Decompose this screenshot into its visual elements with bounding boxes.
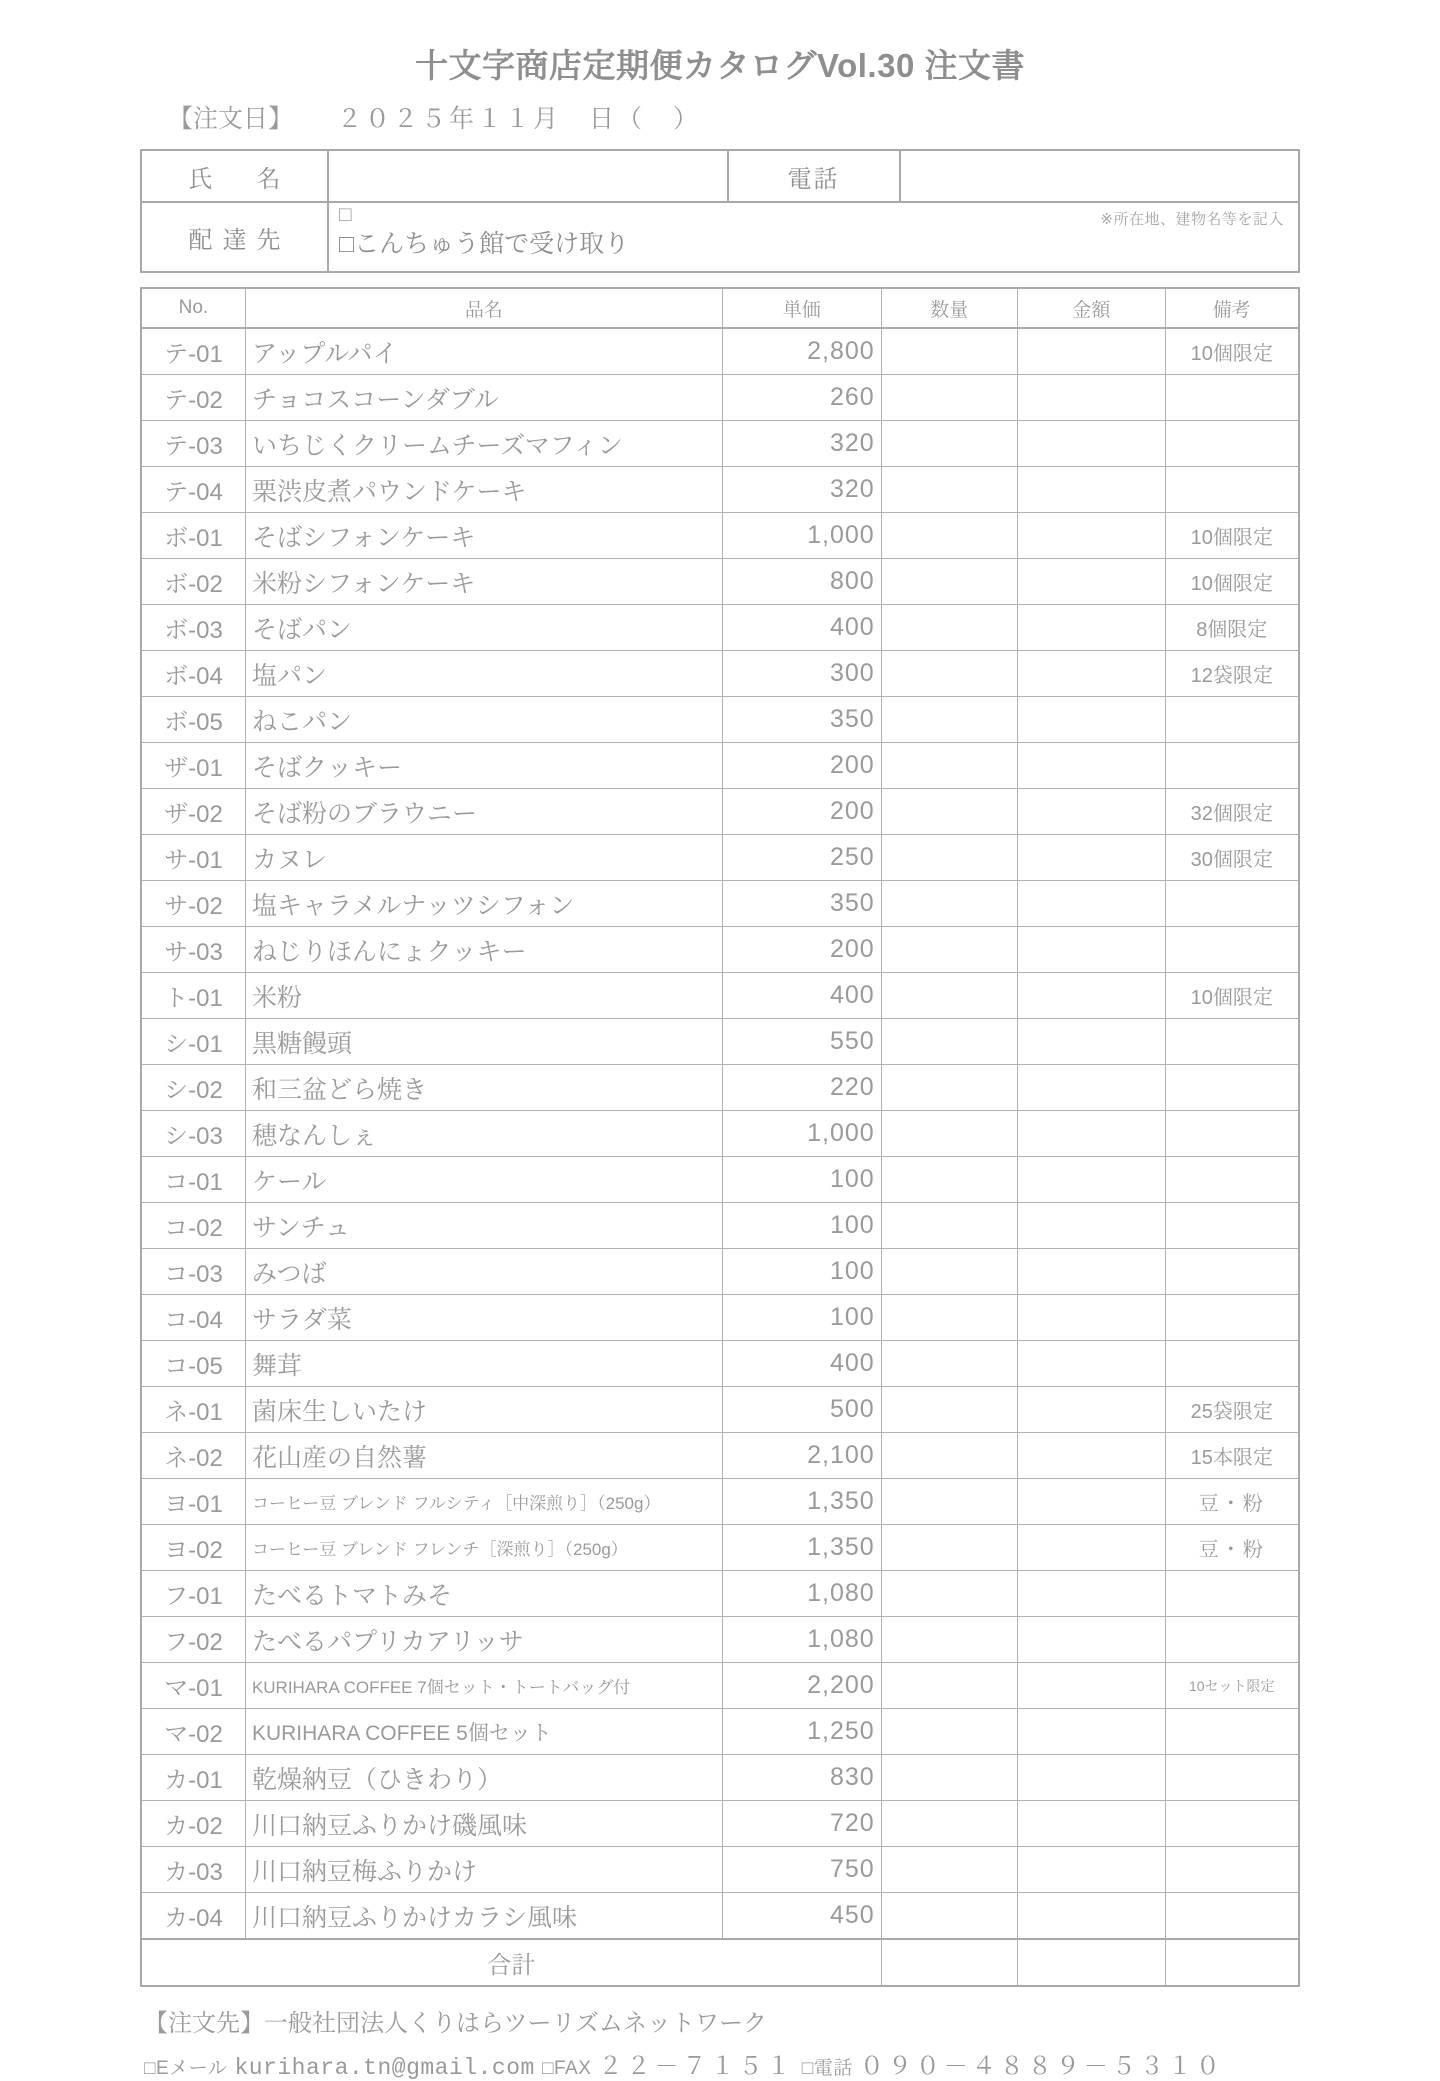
cell-unit-price: 350 <box>722 881 881 927</box>
cell-note <box>1165 421 1299 467</box>
cell-quantity-input[interactable] <box>881 1111 1017 1157</box>
cell-quantity-input[interactable] <box>881 1525 1017 1571</box>
table-row <box>141 973 1299 1019</box>
cell-product-name: 菌床生しいたけ <box>245 1387 722 1433</box>
cell-quantity-input[interactable] <box>881 1663 1017 1709</box>
cell-quantity-input[interactable] <box>881 1847 1017 1893</box>
cell-note <box>1165 881 1299 927</box>
cell-no: シ-03 <box>141 1111 245 1157</box>
cell-note <box>1165 743 1299 789</box>
cell-product-name: 川口納豆梅ふりかけ <box>245 1847 722 1893</box>
cell-amount-input[interactable] <box>1017 881 1165 927</box>
cell-no: ヨ-01 <box>141 1479 245 1525</box>
table-row <box>141 1893 1299 1940</box>
cell-no: カ-04 <box>141 1893 245 1940</box>
cell-note <box>1165 1709 1299 1755</box>
cell-no: ボ-05 <box>141 697 245 743</box>
cell-quantity-input[interactable] <box>881 1387 1017 1433</box>
cell-amount-input[interactable] <box>1017 375 1165 421</box>
cell-no: マ-01 <box>141 1663 245 1709</box>
cell-quantity-input[interactable] <box>881 1709 1017 1755</box>
cell-note: 10セット限定 <box>1165 1663 1299 1709</box>
cell-no: テ-02 <box>141 375 245 421</box>
cell-amount-input[interactable] <box>1017 1295 1165 1341</box>
cell-unit-price: 320 <box>722 467 881 513</box>
cell-unit-price: 800 <box>722 559 881 605</box>
cell-no: ザ-01 <box>141 743 245 789</box>
footer <box>140 2003 1300 2081</box>
cell-quantity-input[interactable] <box>881 881 1017 927</box>
table-row <box>141 1847 1299 1893</box>
cell-no: コ-03 <box>141 1249 245 1295</box>
table-row <box>141 1065 1299 1111</box>
cell-quantity-input[interactable] <box>881 789 1017 835</box>
cell-amount-input[interactable] <box>1017 1433 1165 1479</box>
cell-quantity-input[interactable] <box>881 1203 1017 1249</box>
order-destination-name: 一般社団法人くりはらツーリズムネットワーク <box>264 2010 768 2037</box>
table-row <box>141 1019 1299 1065</box>
cell-product-name: アップルパイ <box>245 328 722 375</box>
cell-note <box>1165 1065 1299 1111</box>
cell-amount-input[interactable] <box>1017 743 1165 789</box>
cell-unit-price: 200 <box>722 927 881 973</box>
table-row <box>141 789 1299 835</box>
cell-unit-price: 750 <box>722 1847 881 1893</box>
header-price: 単価 <box>722 288 881 328</box>
cell-note <box>1165 697 1299 743</box>
table-row <box>141 697 1299 743</box>
table-row <box>141 651 1299 697</box>
cell-no: ヨ-02 <box>141 1525 245 1571</box>
cell-no: コ-04 <box>141 1295 245 1341</box>
cell-product-name: そばパン <box>245 605 722 651</box>
cell-note: 10個限定 <box>1165 559 1299 605</box>
table-row <box>141 1709 1299 1755</box>
cell-note: 12袋限定 <box>1165 651 1299 697</box>
cell-note <box>1165 467 1299 513</box>
table-row <box>141 1617 1299 1663</box>
cell-quantity-input[interactable] <box>881 1295 1017 1341</box>
cell-no: ボ-01 <box>141 513 245 559</box>
cell-unit-price: 400 <box>722 605 881 651</box>
items-body <box>141 328 1299 1939</box>
cell-quantity-input[interactable] <box>881 513 1017 559</box>
cell-quantity-input[interactable] <box>881 973 1017 1019</box>
total-note-cell <box>1165 1939 1299 1986</box>
table-row <box>141 1755 1299 1801</box>
cell-product-name: 黒糖饅頭 <box>245 1019 722 1065</box>
cell-amount-input[interactable] <box>1017 1387 1165 1433</box>
tel-label: 電話 <box>728 150 900 202</box>
cell-unit-price: 220 <box>722 1065 881 1111</box>
cell-no: コ-01 <box>141 1157 245 1203</box>
header-no: No. <box>141 288 245 328</box>
table-row <box>141 328 1299 375</box>
cell-no: テ-04 <box>141 467 245 513</box>
email-value[interactable]: kurihara.tn@gmail.com <box>234 2055 535 2081</box>
cell-note <box>1165 1203 1299 1249</box>
cell-amount-input[interactable] <box>1017 927 1165 973</box>
table-row <box>141 559 1299 605</box>
cell-note: 30個限定 <box>1165 835 1299 881</box>
cell-no: テ-03 <box>141 421 245 467</box>
cell-amount-input[interactable] <box>1017 1525 1165 1571</box>
tel-input[interactable] <box>900 150 1300 202</box>
table-row <box>141 1525 1299 1571</box>
cell-product-name: 川口納豆ふりかけカラシ風味 <box>245 1893 722 1940</box>
table-row <box>141 467 1299 513</box>
cell-no: ト-01 <box>141 973 245 1019</box>
cell-note: 10個限定 <box>1165 513 1299 559</box>
cell-no: フ-02 <box>141 1617 245 1663</box>
cell-product-name: 乾燥納豆（ひきわり） <box>245 1755 722 1801</box>
cell-quantity-input[interactable] <box>881 743 1017 789</box>
cell-amount-input[interactable] <box>1017 789 1165 835</box>
cell-product-name: たべるパプリカアリッサ <box>245 1617 722 1663</box>
cell-quantity-input[interactable] <box>881 328 1017 375</box>
cell-no: ボ-03 <box>141 605 245 651</box>
cell-amount-input[interactable] <box>1017 1617 1165 1663</box>
table-row <box>141 1571 1299 1617</box>
cell-unit-price: 1,250 <box>722 1709 881 1755</box>
fax-label: □FAX <box>541 2058 592 2079</box>
cell-amount-input[interactable] <box>1017 1847 1165 1893</box>
cell-amount-input[interactable] <box>1017 1341 1165 1387</box>
cell-note <box>1165 1019 1299 1065</box>
cell-product-name: サンチュ <box>245 1203 722 1249</box>
table-row <box>141 1433 1299 1479</box>
customer-form-table <box>140 149 1300 273</box>
cell-unit-price: 320 <box>722 421 881 467</box>
cell-no: ボ-02 <box>141 559 245 605</box>
cell-quantity-input[interactable] <box>881 1893 1017 1940</box>
cell-amount-input[interactable] <box>1017 513 1165 559</box>
cell-unit-price: 260 <box>722 375 881 421</box>
cell-product-name: ねこパン <box>245 697 722 743</box>
cell-unit-price: 1,000 <box>722 1111 881 1157</box>
cell-unit-price: 250 <box>722 835 881 881</box>
table-row <box>141 835 1299 881</box>
cell-amount-input[interactable] <box>1017 1571 1165 1617</box>
header-amount: 金額 <box>1017 288 1165 328</box>
delivery-pickup-checkbox-option[interactable]: □こんちゅう館で受け取り <box>339 230 630 258</box>
cell-unit-price: 1,350 <box>722 1479 881 1525</box>
cell-unit-price: 100 <box>722 1249 881 1295</box>
cell-note <box>1165 1571 1299 1617</box>
cell-quantity-input[interactable] <box>881 927 1017 973</box>
cell-product-name: 米粉シフォンケーキ <box>245 559 722 605</box>
cell-note: 豆・粉 <box>1165 1525 1299 1571</box>
cell-product-name: カヌレ <box>245 835 722 881</box>
table-row <box>141 605 1299 651</box>
table-row <box>141 1387 1299 1433</box>
cell-product-name: KURIHARA COFFEE 7個セット・トートバッグ付 <box>245 1663 722 1709</box>
cell-amount-input[interactable] <box>1017 1893 1165 1940</box>
cell-unit-price: 2,100 <box>722 1433 881 1479</box>
cell-quantity-input[interactable] <box>881 559 1017 605</box>
cell-unit-price: 1,080 <box>722 1617 881 1663</box>
cell-quantity-input[interactable] <box>881 1755 1017 1801</box>
cell-note: 15本限定 <box>1165 1433 1299 1479</box>
cell-quantity-input[interactable] <box>881 835 1017 881</box>
total-row <box>141 1939 1299 1986</box>
cell-quantity-input[interactable] <box>881 1019 1017 1065</box>
cell-quantity-input[interactable] <box>881 605 1017 651</box>
cell-amount-input[interactable] <box>1017 1203 1165 1249</box>
total-qty-input[interactable] <box>881 1939 1017 1986</box>
cell-quantity-input[interactable] <box>881 1249 1017 1295</box>
header-qty: 数量 <box>881 288 1017 328</box>
cell-product-name: みつば <box>245 1249 722 1295</box>
table-row <box>141 513 1299 559</box>
order-destination-label: 【注文先】 <box>144 2010 264 2037</box>
cell-product-name: 米粉 <box>245 973 722 1019</box>
cell-amount-input[interactable] <box>1017 973 1165 1019</box>
cell-quantity-input[interactable] <box>881 1801 1017 1847</box>
cell-product-name: 塩パン <box>245 651 722 697</box>
tel-value-footer: ０９０－４８８９－５３１０ <box>859 2053 1224 2080</box>
name-row <box>141 150 1299 202</box>
cell-quantity-input[interactable] <box>881 375 1017 421</box>
cell-amount-input[interactable] <box>1017 651 1165 697</box>
cell-no: ネ-02 <box>141 1433 245 1479</box>
cell-no: カ-02 <box>141 1801 245 1847</box>
cell-quantity-input[interactable] <box>881 1341 1017 1387</box>
cell-product-name: 栗渋皮煮パウンドケーキ <box>245 467 722 513</box>
cell-no: ネ-01 <box>141 1387 245 1433</box>
cell-amount-input[interactable] <box>1017 1479 1165 1525</box>
cell-note <box>1165 375 1299 421</box>
cell-quantity-input[interactable] <box>881 1433 1017 1479</box>
cell-product-name: チョコスコーンダブル <box>245 375 722 421</box>
cell-amount-input[interactable] <box>1017 1663 1165 1709</box>
cell-note <box>1165 1801 1299 1847</box>
cell-note <box>1165 1755 1299 1801</box>
cell-product-name: 川口納豆ふりかけ磯風味 <box>245 1801 722 1847</box>
cell-amount-input[interactable] <box>1017 467 1165 513</box>
delivery-note: ※所在地、建物名等を記入 <box>1100 211 1284 228</box>
total-label: 合計 <box>141 1939 881 1986</box>
cell-no: テ-01 <box>141 328 245 375</box>
cell-no: ボ-04 <box>141 651 245 697</box>
cell-unit-price: 400 <box>722 973 881 1019</box>
cell-amount-input[interactable] <box>1017 328 1165 375</box>
cell-note: 8個限定 <box>1165 605 1299 651</box>
cell-unit-price: 550 <box>722 1019 881 1065</box>
cell-product-name: そばシフォンケーキ <box>245 513 722 559</box>
cell-no: コ-02 <box>141 1203 245 1249</box>
cell-product-name: 舞茸 <box>245 1341 722 1387</box>
cell-no: サ-02 <box>141 881 245 927</box>
order-date-value: ２０２５年１１月 日（ ） <box>337 105 702 133</box>
table-row <box>141 881 1299 927</box>
cell-unit-price: 2,200 <box>722 1663 881 1709</box>
cell-quantity-input[interactable] <box>881 651 1017 697</box>
cell-product-name: 塩キャラメルナッツシフォン <box>245 881 722 927</box>
cell-quantity-input[interactable] <box>881 1157 1017 1203</box>
header-name: 品名 <box>245 288 722 328</box>
cell-amount-input[interactable] <box>1017 1801 1165 1847</box>
cell-quantity-input[interactable] <box>881 1617 1017 1663</box>
page-title: 十文字商店定期便カタログVol.30 注文書 <box>415 47 1025 84</box>
cell-note: 25袋限定 <box>1165 1387 1299 1433</box>
cell-product-name: KURIHARA COFFEE 5個セット <box>245 1709 722 1755</box>
cell-quantity-input[interactable] <box>881 1479 1017 1525</box>
cell-product-name: そばクッキー <box>245 743 722 789</box>
email-label: □Eメール <box>144 2058 228 2079</box>
cell-no: マ-02 <box>141 1709 245 1755</box>
cell-product-name: コーヒー豆 ブレンド フルシティ［中深煎り］（250g） <box>245 1479 722 1525</box>
cell-unit-price: 100 <box>722 1157 881 1203</box>
cell-no: カ-01 <box>141 1755 245 1801</box>
cell-product-name: サラダ菜 <box>245 1295 722 1341</box>
delivery-cell[interactable] <box>328 202 1299 272</box>
cell-quantity-input[interactable] <box>881 467 1017 513</box>
cell-amount-input[interactable] <box>1017 559 1165 605</box>
table-row <box>141 375 1299 421</box>
cell-note <box>1165 927 1299 973</box>
cell-no: シ-01 <box>141 1019 245 1065</box>
table-row <box>141 1249 1299 1295</box>
cell-product-name: 穂なんしぇ <box>245 1111 722 1157</box>
delivery-label: 配達先 <box>141 202 328 272</box>
items-table <box>140 287 1300 1987</box>
items-header-row <box>141 288 1299 328</box>
name-input[interactable] <box>328 150 728 202</box>
cell-note <box>1165 1847 1299 1893</box>
cell-note: 10個限定 <box>1165 973 1299 1019</box>
cell-note <box>1165 1295 1299 1341</box>
fax-value: ２２－７１５１ <box>598 2053 795 2080</box>
cell-product-name: 花山産の自然薯 <box>245 1433 722 1479</box>
table-row <box>141 1111 1299 1157</box>
cell-no: サ-01 <box>141 835 245 881</box>
table-row <box>141 1157 1299 1203</box>
cell-amount-input[interactable] <box>1017 697 1165 743</box>
cell-product-name: ねじりほんにょクッキー <box>245 927 722 973</box>
cell-amount-input[interactable] <box>1017 1249 1165 1295</box>
cell-unit-price: 200 <box>722 789 881 835</box>
order-date-label: 【注文日】 <box>168 105 294 133</box>
cell-product-name: いちじくクリームチーズマフィン <box>245 421 722 467</box>
cell-amount-input[interactable] <box>1017 1111 1165 1157</box>
cell-product-name: そば粉のブラウニー <box>245 789 722 835</box>
delivery-row <box>141 202 1299 272</box>
table-row <box>141 1341 1299 1387</box>
cell-amount-input[interactable] <box>1017 835 1165 881</box>
cell-product-name: たべるトマトみそ <box>245 1571 722 1617</box>
cell-note <box>1165 1249 1299 1295</box>
name-label: 氏 名 <box>141 150 328 202</box>
cell-quantity-input[interactable] <box>881 1571 1017 1617</box>
cell-note: 豆・粉 <box>1165 1479 1299 1525</box>
cell-quantity-input[interactable] <box>881 1065 1017 1111</box>
cell-unit-price: 450 <box>722 1893 881 1940</box>
cell-unit-price: 400 <box>722 1341 881 1387</box>
table-row <box>141 1663 1299 1709</box>
contact-line <box>144 2046 1300 2081</box>
cell-unit-price: 500 <box>722 1387 881 1433</box>
table-row <box>141 1479 1299 1525</box>
cell-note <box>1165 1341 1299 1387</box>
delivery-address-checkbox[interactable]: □ <box>339 203 352 226</box>
cell-note: 10個限定 <box>1165 328 1299 375</box>
cell-product-name: コーヒー豆 ブレンド フレンチ［深煎り］（250g） <box>245 1525 722 1571</box>
cell-unit-price: 200 <box>722 743 881 789</box>
cell-no: カ-03 <box>141 1847 245 1893</box>
table-row <box>141 1295 1299 1341</box>
table-row <box>141 1203 1299 1249</box>
cell-amount-input[interactable] <box>1017 1709 1165 1755</box>
cell-quantity-input[interactable] <box>881 697 1017 743</box>
cell-amount-input[interactable] <box>1017 1065 1165 1111</box>
cell-note <box>1165 1893 1299 1940</box>
cell-unit-price: 1,350 <box>722 1525 881 1571</box>
order-date-line <box>140 87 1300 135</box>
cell-amount-input[interactable] <box>1017 1755 1165 1801</box>
cell-amount-input[interactable] <box>1017 605 1165 651</box>
cell-unit-price: 100 <box>722 1295 881 1341</box>
tel-label-footer: □電話 <box>801 2058 853 2079</box>
cell-amount-input[interactable] <box>1017 421 1165 467</box>
cell-unit-price: 830 <box>722 1755 881 1801</box>
table-row <box>141 1801 1299 1847</box>
cell-no: サ-03 <box>141 927 245 973</box>
cell-no: フ-01 <box>141 1571 245 1617</box>
cell-unit-price: 300 <box>722 651 881 697</box>
cell-no: ザ-02 <box>141 789 245 835</box>
cell-note: 32個限定 <box>1165 789 1299 835</box>
cell-unit-price: 100 <box>722 1203 881 1249</box>
cell-product-name: ケール <box>245 1157 722 1203</box>
cell-unit-price: 350 <box>722 697 881 743</box>
cell-no: シ-02 <box>141 1065 245 1111</box>
cell-amount-input[interactable] <box>1017 1157 1165 1203</box>
cell-quantity-input[interactable] <box>881 421 1017 467</box>
header-note: 備考 <box>1165 288 1299 328</box>
cell-unit-price: 1,000 <box>722 513 881 559</box>
cell-note <box>1165 1617 1299 1663</box>
cell-amount-input[interactable] <box>1017 1019 1165 1065</box>
cell-no: コ-05 <box>141 1341 245 1387</box>
table-row <box>141 743 1299 789</box>
cell-unit-price: 2,800 <box>722 328 881 375</box>
cell-unit-price: 1,080 <box>722 1571 881 1617</box>
table-row <box>141 927 1299 973</box>
cell-unit-price: 720 <box>722 1801 881 1847</box>
total-amount-input[interactable] <box>1017 1939 1165 1986</box>
order-destination-line <box>144 2003 1300 2038</box>
cell-note <box>1165 1111 1299 1157</box>
cell-product-name: 和三盆どら焼き <box>245 1065 722 1111</box>
cell-note <box>1165 1157 1299 1203</box>
table-row <box>141 421 1299 467</box>
